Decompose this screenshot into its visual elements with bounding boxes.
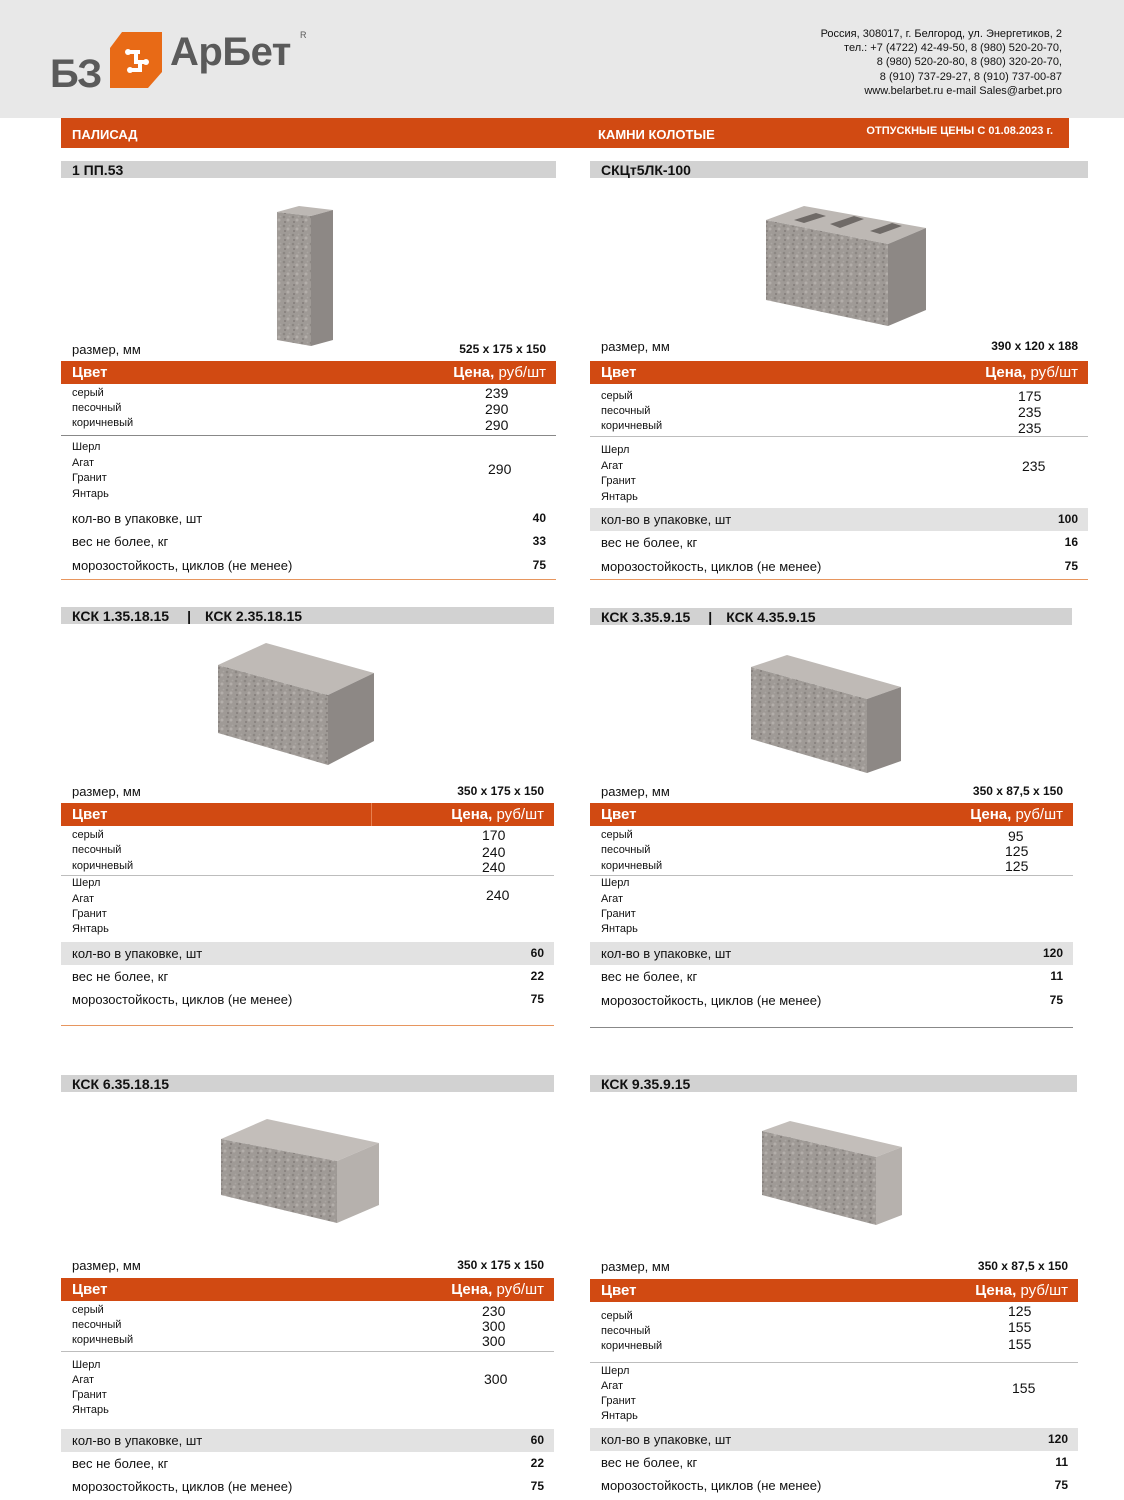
- premium-colors: Шерл Агат Гранит Янтарь 235: [601, 444, 1046, 503]
- size-value: 350 х 175 х 150: [457, 1258, 544, 1272]
- contact-address: Россия, 308017, г. Белгород, ул. Энергетиков, 2: [820, 28, 1062, 40]
- page-header: [0, 0, 1124, 118]
- contact-phones-2: 8 (980) 520-20-80, 8 (980) 320-20-70,: [876, 56, 1062, 69]
- price-sand: 290: [485, 401, 509, 417]
- divider: [590, 1027, 1073, 1028]
- price-sand: 300: [482, 1318, 506, 1334]
- premium-colors: Шерл Агат Гранит Янтарь 155: [601, 1365, 1036, 1422]
- category-palisade: ПАЛИСАД: [72, 127, 138, 142]
- logo-registered: R: [300, 30, 307, 40]
- weight-row: вес не более, кг 33: [72, 534, 546, 549]
- product-photo: [216, 643, 376, 765]
- price-table-header: Цвет Цена, руб/шт: [590, 803, 1073, 826]
- divider: [61, 435, 556, 436]
- product-card: КСК 1.35.18.15 | КСК 2.35.18.15 размер, мм 350 х 175 х 150 Цвет Цена, руб/шт серый песочный коричневый 170 240 240 Шерл Агат Гранит Янтарь 240 кол-во в упаковке, шт 60 вес не более, кг 22 морозостойкость, циклов (не менее) 75: [61, 607, 554, 1027]
- contact-phones-3: 8 (910) 737-29-27, 8 (910) 737-00-87: [879, 70, 1062, 83]
- product-card: 1 ПП.53 размер, мм 525 х 175 х 150 Цвет Цена, руб/шт серый песочный коричневый 239 290 290 Шерл Агат Гранит Янтарь 290 кол-во в упаковке, шт 40 вес не более, кг 33 морозостойкость, циклов (не менее) 75: [61, 161, 556, 581]
- divider: [590, 875, 1073, 876]
- divider: [61, 1351, 554, 1352]
- price-premium: 240: [486, 887, 510, 903]
- basic-colors: серый песочный коричневый 230 300 300: [72, 1303, 506, 1349]
- size-value: 350 х 87,5 х 150: [977, 1259, 1068, 1273]
- product-photo: [273, 206, 337, 346]
- divider: [590, 1362, 1078, 1363]
- product-title: 1 ПП.53: [61, 161, 556, 178]
- product-photo: [764, 206, 928, 328]
- product-photo: [749, 655, 903, 775]
- weight-row: вес не более, кг 22: [72, 1456, 544, 1471]
- price-table-header: Цвет Цена, руб/шт: [61, 803, 554, 826]
- product-title: КСК 3.35.9.15 | КСК 4.35.9.15: [590, 608, 1072, 625]
- product-title: КСК 1.35.18.15 | КСК 2.35.18.15: [61, 607, 554, 624]
- pack-row: кол-во в упаковке, шт 60: [61, 942, 554, 965]
- weight-row: вес не более, кг 11: [601, 969, 1063, 984]
- price-grey: 230: [482, 1303, 506, 1319]
- product-photo: [760, 1121, 904, 1225]
- price-premium: 290: [488, 461, 512, 477]
- contact-info: [642, 27, 1062, 98]
- price-grey: 170: [482, 827, 506, 843]
- price-table-header: Цвет Цена, руб/шт: [590, 1279, 1078, 1302]
- logo-prefix: БЗ: [50, 52, 102, 96]
- product-photo: [219, 1119, 381, 1223]
- price-premium: 155: [1012, 1380, 1036, 1396]
- product-title: КСК 9.35.9.15: [590, 1075, 1077, 1092]
- basic-colors: серый песочный коричневый 175 235 235: [601, 388, 1042, 436]
- product-title: КСК 6.35.18.15: [61, 1075, 554, 1092]
- logo-mark-icon: [108, 30, 164, 90]
- basic-colors: серый песочный коричневый 125 155 155: [601, 1303, 1032, 1352]
- size-value: 350 х 87,5 х 150: [972, 784, 1063, 798]
- price-grey: 95: [1008, 828, 1024, 844]
- category-split-stones: КАМНИ КОЛОТЫЕ: [598, 127, 715, 142]
- premium-colors: Шерл Агат Гранит Янтарь 290: [72, 441, 512, 500]
- premium-colors: Шерл Агат Гранит Янтарь 240: [72, 877, 510, 935]
- price-grey: 175: [1018, 388, 1042, 404]
- size-value: 350 х 175 х 150: [457, 784, 544, 798]
- product-card: КСК 9.35.9.15 размер, мм 350 х 87,5 х 150 Цвет Цена, руб/шт серый песочный коричневый 125 155 155 Шерл Агат Гранит Янтарь 155 кол-во в упаковке, шт 120 вес не более, кг 11 морозостойкость, циклов (не менее) 75: [590, 1075, 1078, 1500]
- pack-row: кол-во в упаковке, шт 60: [61, 1429, 554, 1452]
- price-brown: 240: [482, 859, 506, 875]
- price-brown: 235: [1018, 420, 1042, 436]
- price-brown: 290: [485, 417, 509, 433]
- frost-row: морозостойкость, циклов (не менее) 75: [72, 992, 544, 1007]
- price-table-header: Цвет Цена, руб/шт: [61, 361, 556, 384]
- frost-row: морозостойкость, циклов (не менее) 75: [72, 558, 546, 573]
- frost-row: морозостойкость, циклов (не менее) 75: [601, 1478, 1068, 1493]
- divider: [590, 579, 1088, 580]
- pack-row: кол-во в упаковке, шт 120: [590, 942, 1073, 965]
- price-sand: 235: [1018, 404, 1042, 420]
- premium-colors: Шерл Агат Гранит Янтарь: [601, 877, 638, 935]
- price-grey: 125: [1008, 1303, 1032, 1319]
- pack-row: кол-во в упаковке, шт 40: [72, 511, 546, 526]
- price-sand: 240: [482, 844, 506, 860]
- basic-colors: серый песочный коричневый 170 240 240: [72, 827, 506, 875]
- divider: [61, 579, 556, 580]
- divider: [590, 436, 1088, 437]
- weight-row: вес не более, кг 22: [72, 969, 544, 984]
- price-brown: 125: [1005, 858, 1029, 874]
- product-card: СКЦт5ЛК-100 размер, мм 390 х 120 х 188 Цвет Цена, руб/шт серый песочный коричневый 175 235 235 Шерл Агат Гранит Янтарь 235 кол-во в упаковке, шт 100 вес не более, кг 16 морозостойкость, циклов (не менее) 75: [590, 161, 1088, 581]
- price-sand: 155: [1008, 1319, 1032, 1335]
- company-logo: [50, 30, 320, 94]
- frost-row: морозостойкость, циклов (не менее) 75: [601, 993, 1063, 1008]
- frost-row: морозостойкость, циклов (не менее) 75: [601, 559, 1078, 574]
- price-sand: 125: [1005, 843, 1029, 859]
- price-table-header: Цвет Цена, руб/шт: [590, 361, 1088, 384]
- price-grey: 239: [485, 385, 509, 401]
- category-bar: [61, 118, 1069, 148]
- size-value: 525 х 175 х 150: [459, 342, 546, 356]
- frost-row: морозостойкость, циклов (не менее) 75: [72, 1479, 544, 1494]
- price-premium: 300: [484, 1371, 508, 1387]
- weight-row: вес не более, кг 11: [601, 1455, 1068, 1470]
- pack-row: кол-во в упаковке, шт 100: [590, 508, 1088, 531]
- divider: [61, 1025, 554, 1026]
- weight-row: вес не более, кг 16: [601, 535, 1078, 550]
- price-brown: 300: [482, 1333, 506, 1349]
- basic-colors: серый песочный коричневый 95 125 125: [601, 828, 1029, 874]
- product-card: КСК 6.35.18.15 размер, мм 350 х 175 х 150 Цвет Цена, руб/шт серый песочный коричневый 230 300 300 Шерл Агат Гранит Янтарь 300 кол-во в упаковке, шт 60 вес не более, кг 22 морозостойкость, циклов (не менее) 75: [61, 1075, 554, 1500]
- price-premium: 235: [1022, 458, 1046, 474]
- basic-colors: серый песочный коричневый 239 290 290: [72, 385, 509, 433]
- size-value: 390 х 120 х 188: [991, 339, 1078, 353]
- pack-row: кол-во в упаковке, шт 120: [590, 1428, 1078, 1451]
- product-card: КСК 3.35.9.15 | КСК 4.35.9.15 размер, мм 350 х 87,5 х 150 Цвет Цена, руб/шт серый песочный коричневый 95 125 125 Шерл Агат Гранит Янтарь кол-во в упаковке, шт 120 вес не более, кг 11 морозостойкость, циклов (не менее) 75: [590, 607, 1073, 1029]
- contact-web-email: www.belarbet.ru e-mail Sales@arbet.pro: [864, 84, 1062, 97]
- premium-colors: Шерл Агат Гранит Янтарь 300: [72, 1359, 508, 1416]
- price-date: ОТПУСКНЫЕ ЦЕНЫ С 01.08.2023 г.: [866, 125, 1053, 137]
- logo-name: АрБет: [170, 30, 291, 74]
- contact-phones-1: тел.: +7 (4722) 42-49-50, 8 (980) 520-20-70,: [844, 42, 1062, 55]
- divider: [61, 875, 554, 876]
- product-title: СКЦт5ЛК-100: [590, 161, 1088, 178]
- price-brown: 155: [1008, 1336, 1032, 1352]
- price-table-header: Цвет Цена, руб/шт: [61, 1278, 554, 1301]
